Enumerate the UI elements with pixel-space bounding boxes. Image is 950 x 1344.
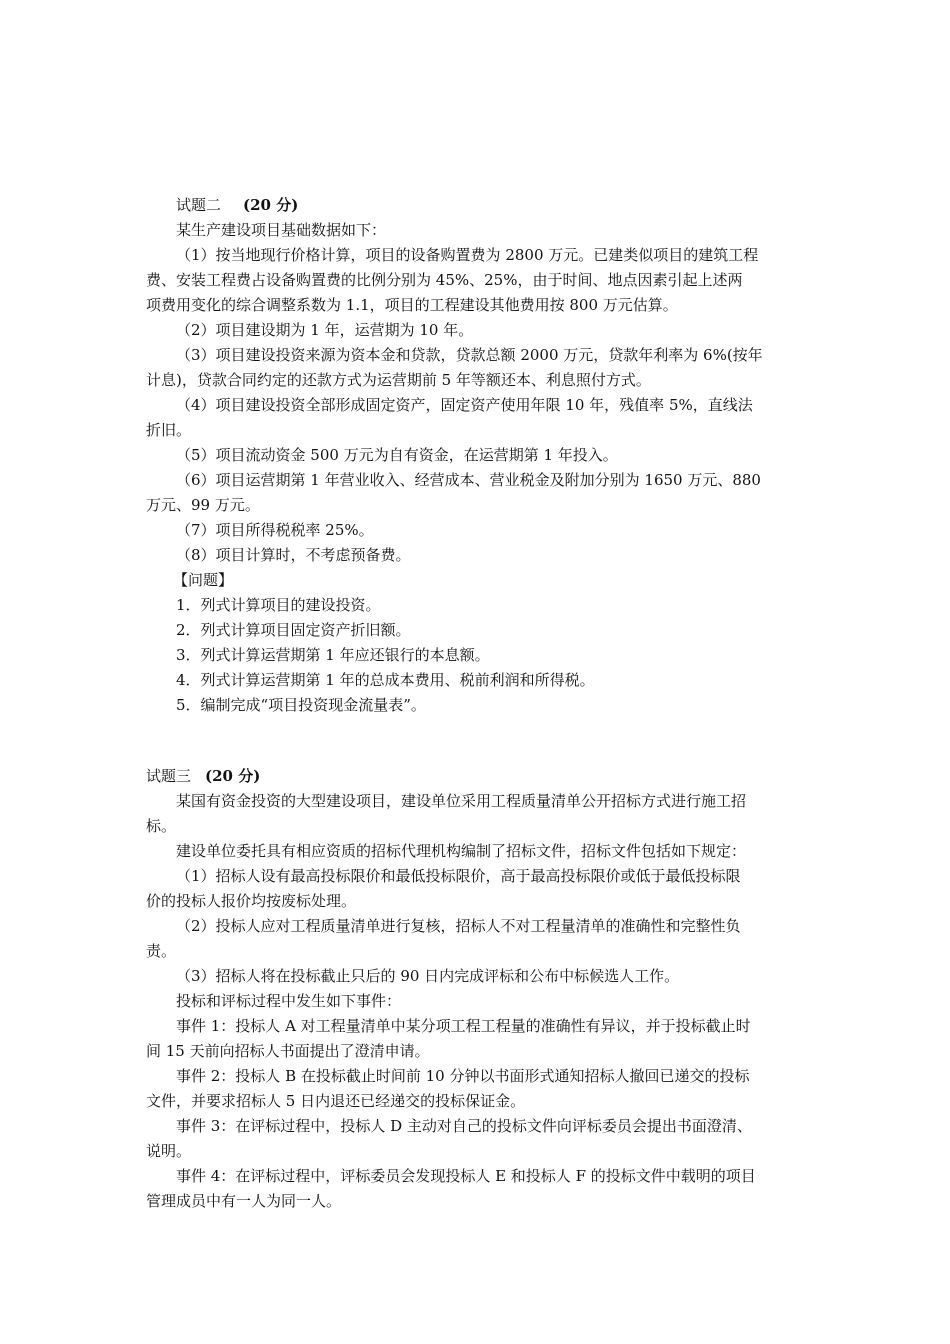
question-3-line: 某国有资金投资的大型建设项目，建设单位采用工程质量清单公开招标方式进行施工招	[176, 792, 747, 810]
question-2-condition-line: 计息)，贷款合同约定的还款方式为运营期前 5 年等额还本、利息照付方式。	[146, 371, 651, 389]
question-3-line: （2）投标人应对工程质量清单进行复核，招标人不对工程量清单的准确性和完整性负	[176, 917, 741, 935]
question-2-condition-paragraph	[146, 243, 816, 318]
question-3-line: 事件 4：在评标过程中，评标委员会发现投标人 E 和投标人 F 的投标文件中载明的项目	[176, 1167, 756, 1185]
question-2-condition-paragraph	[146, 318, 816, 343]
question-2-condition-line: 折旧。	[146, 421, 192, 439]
question-2-condition-line: （5）项目流动资金 500 万元为自有资金，在运营期第 1 年投入。	[176, 446, 618, 464]
question-2-question-item: 5．编制完成“项目投资现金流量表”。	[176, 696, 426, 714]
question-2-condition-paragraph	[146, 543, 816, 568]
question-3-paragraph	[146, 914, 816, 964]
question-3-line: 标。	[146, 817, 177, 835]
question-2-condition-line: （2）项目建设期为 1 年，运营期为 10 年。	[176, 321, 474, 339]
question-3-line: （3）招标人将在投标截止只后的 90 日内完成评标和公布中标候选人工作。	[176, 967, 680, 985]
question-2-questions	[146, 593, 816, 718]
question-3-paragraph	[146, 1114, 816, 1164]
question-2-question-item: 2．列式计算项目固定资产折旧额。	[176, 621, 411, 639]
question-3-score: (20 分)	[205, 767, 261, 785]
question-3-paragraph	[146, 864, 816, 914]
question-3-line: 文件，并要求招标人 5 日内退还已经递交的投标保证金。	[146, 1092, 526, 1110]
question-3-body	[146, 789, 816, 1214]
question-3-paragraph	[146, 789, 816, 839]
question-2-condition-line: （7）项目所得税税率 25%。	[176, 521, 374, 539]
question-2-conditions	[146, 243, 816, 568]
question-2-question-header: 【问题】	[173, 571, 234, 589]
question-2-question-item: 4．列式计算运营期第 1 年的总成本费用、税前利润和所得税。	[176, 671, 595, 689]
question-2-condition-line: （3）项目建设投资来源为资本金和贷款，贷款总额 2000 万元，贷款年利率为 6%(按年	[176, 346, 763, 364]
question-3-line: 责。	[146, 942, 177, 960]
question-2-condition-paragraph	[146, 393, 816, 443]
question-2-condition-line: （4）项目建设投资全部形成固定资产，固定资产使用年限 10 年，残值率 5%，直线法	[176, 396, 753, 414]
question-3-line: 事件 2：投标人 B 在投标截止时间前 10 分钟以书面形式通知招标人撤回已递交的投标	[176, 1067, 750, 1085]
question-2-condition-line: 项费用变化的综合调整系数为 1.1，项目的工程建设其他费用按 800 万元估算。	[146, 296, 678, 314]
question-2-condition-paragraph	[146, 468, 816, 518]
question-2-title: 试题二	[176, 196, 222, 214]
question-2-condition-line: （8）项目计算时，不考虑预备费。	[176, 546, 411, 564]
question-3-section	[146, 764, 816, 1214]
question-2-condition-line: （1）按当地现行价格计算，项目的设备购置费为 2800 万元。已建类似项目的建筑工程	[176, 246, 759, 264]
question-3-line: 投标和评标过程中发生如下事件：	[176, 992, 402, 1010]
question-3-line: 间 15 天前向招标人书面提出了澄清申请。	[146, 1042, 430, 1060]
question-2-condition-paragraph	[146, 343, 816, 393]
question-3-heading	[146, 764, 816, 789]
question-2-question-item: 3．列式计算运营期第 1 年应还银行的本息额。	[176, 646, 490, 664]
question-3-paragraph	[146, 1014, 816, 1064]
question-3-paragraph	[146, 1064, 816, 1114]
question-2-condition-paragraph	[146, 518, 816, 543]
question-3-line: 管理成员中有一人为同一人。	[146, 1192, 342, 1210]
question-2-section	[146, 193, 816, 718]
question-2-score: (20 分)	[243, 196, 299, 214]
question-2-heading	[146, 193, 816, 218]
question-2-condition-paragraph	[146, 443, 816, 468]
question-3-line: 价的投标人报价均按废标处理。	[146, 892, 357, 910]
question-3-paragraph	[146, 964, 816, 989]
question-3-line: 说明。	[146, 1142, 192, 1160]
question-3-paragraph	[146, 989, 816, 1014]
question-3-line: 事件 1：投标人 A 对工程量清单中某分项工程工程量的准确性有异议，并于投标截止时	[176, 1017, 751, 1035]
question-3-title: 试题三	[146, 767, 192, 785]
question-3-line: 建设单位委托具有相应资质的招标代理机构编制了招标文件，招标文件包括如下规定：	[176, 842, 747, 860]
question-2-condition-line: 费、安装工程费占设备购置费的比例分别为 45%、25%，由于时间、地点因素引起上述两	[146, 271, 743, 289]
question-2-intro: 某生产建设项目基础数据如下：	[176, 221, 387, 239]
question-2-condition-line: （6）项目运营期第 1 年营业收入、经营成本、营业税金及附加分别为 1650 万元、880	[176, 471, 761, 489]
question-3-line: （1）招标人设有最高投标限价和最低投标限价，高于最高投标限价或低于最低投标限	[176, 867, 741, 885]
question-3-paragraph	[146, 839, 816, 864]
question-3-paragraph	[146, 1164, 816, 1214]
question-2-question-item: 1．列式计算项目的建设投资。	[176, 596, 381, 614]
question-3-line: 事件 3：在评标过程中，投标人 D 主动对自己的投标文件向评标委员会提出书面澄清、	[176, 1117, 752, 1135]
question-2-condition-line: 万元、99 万元。	[146, 496, 260, 514]
